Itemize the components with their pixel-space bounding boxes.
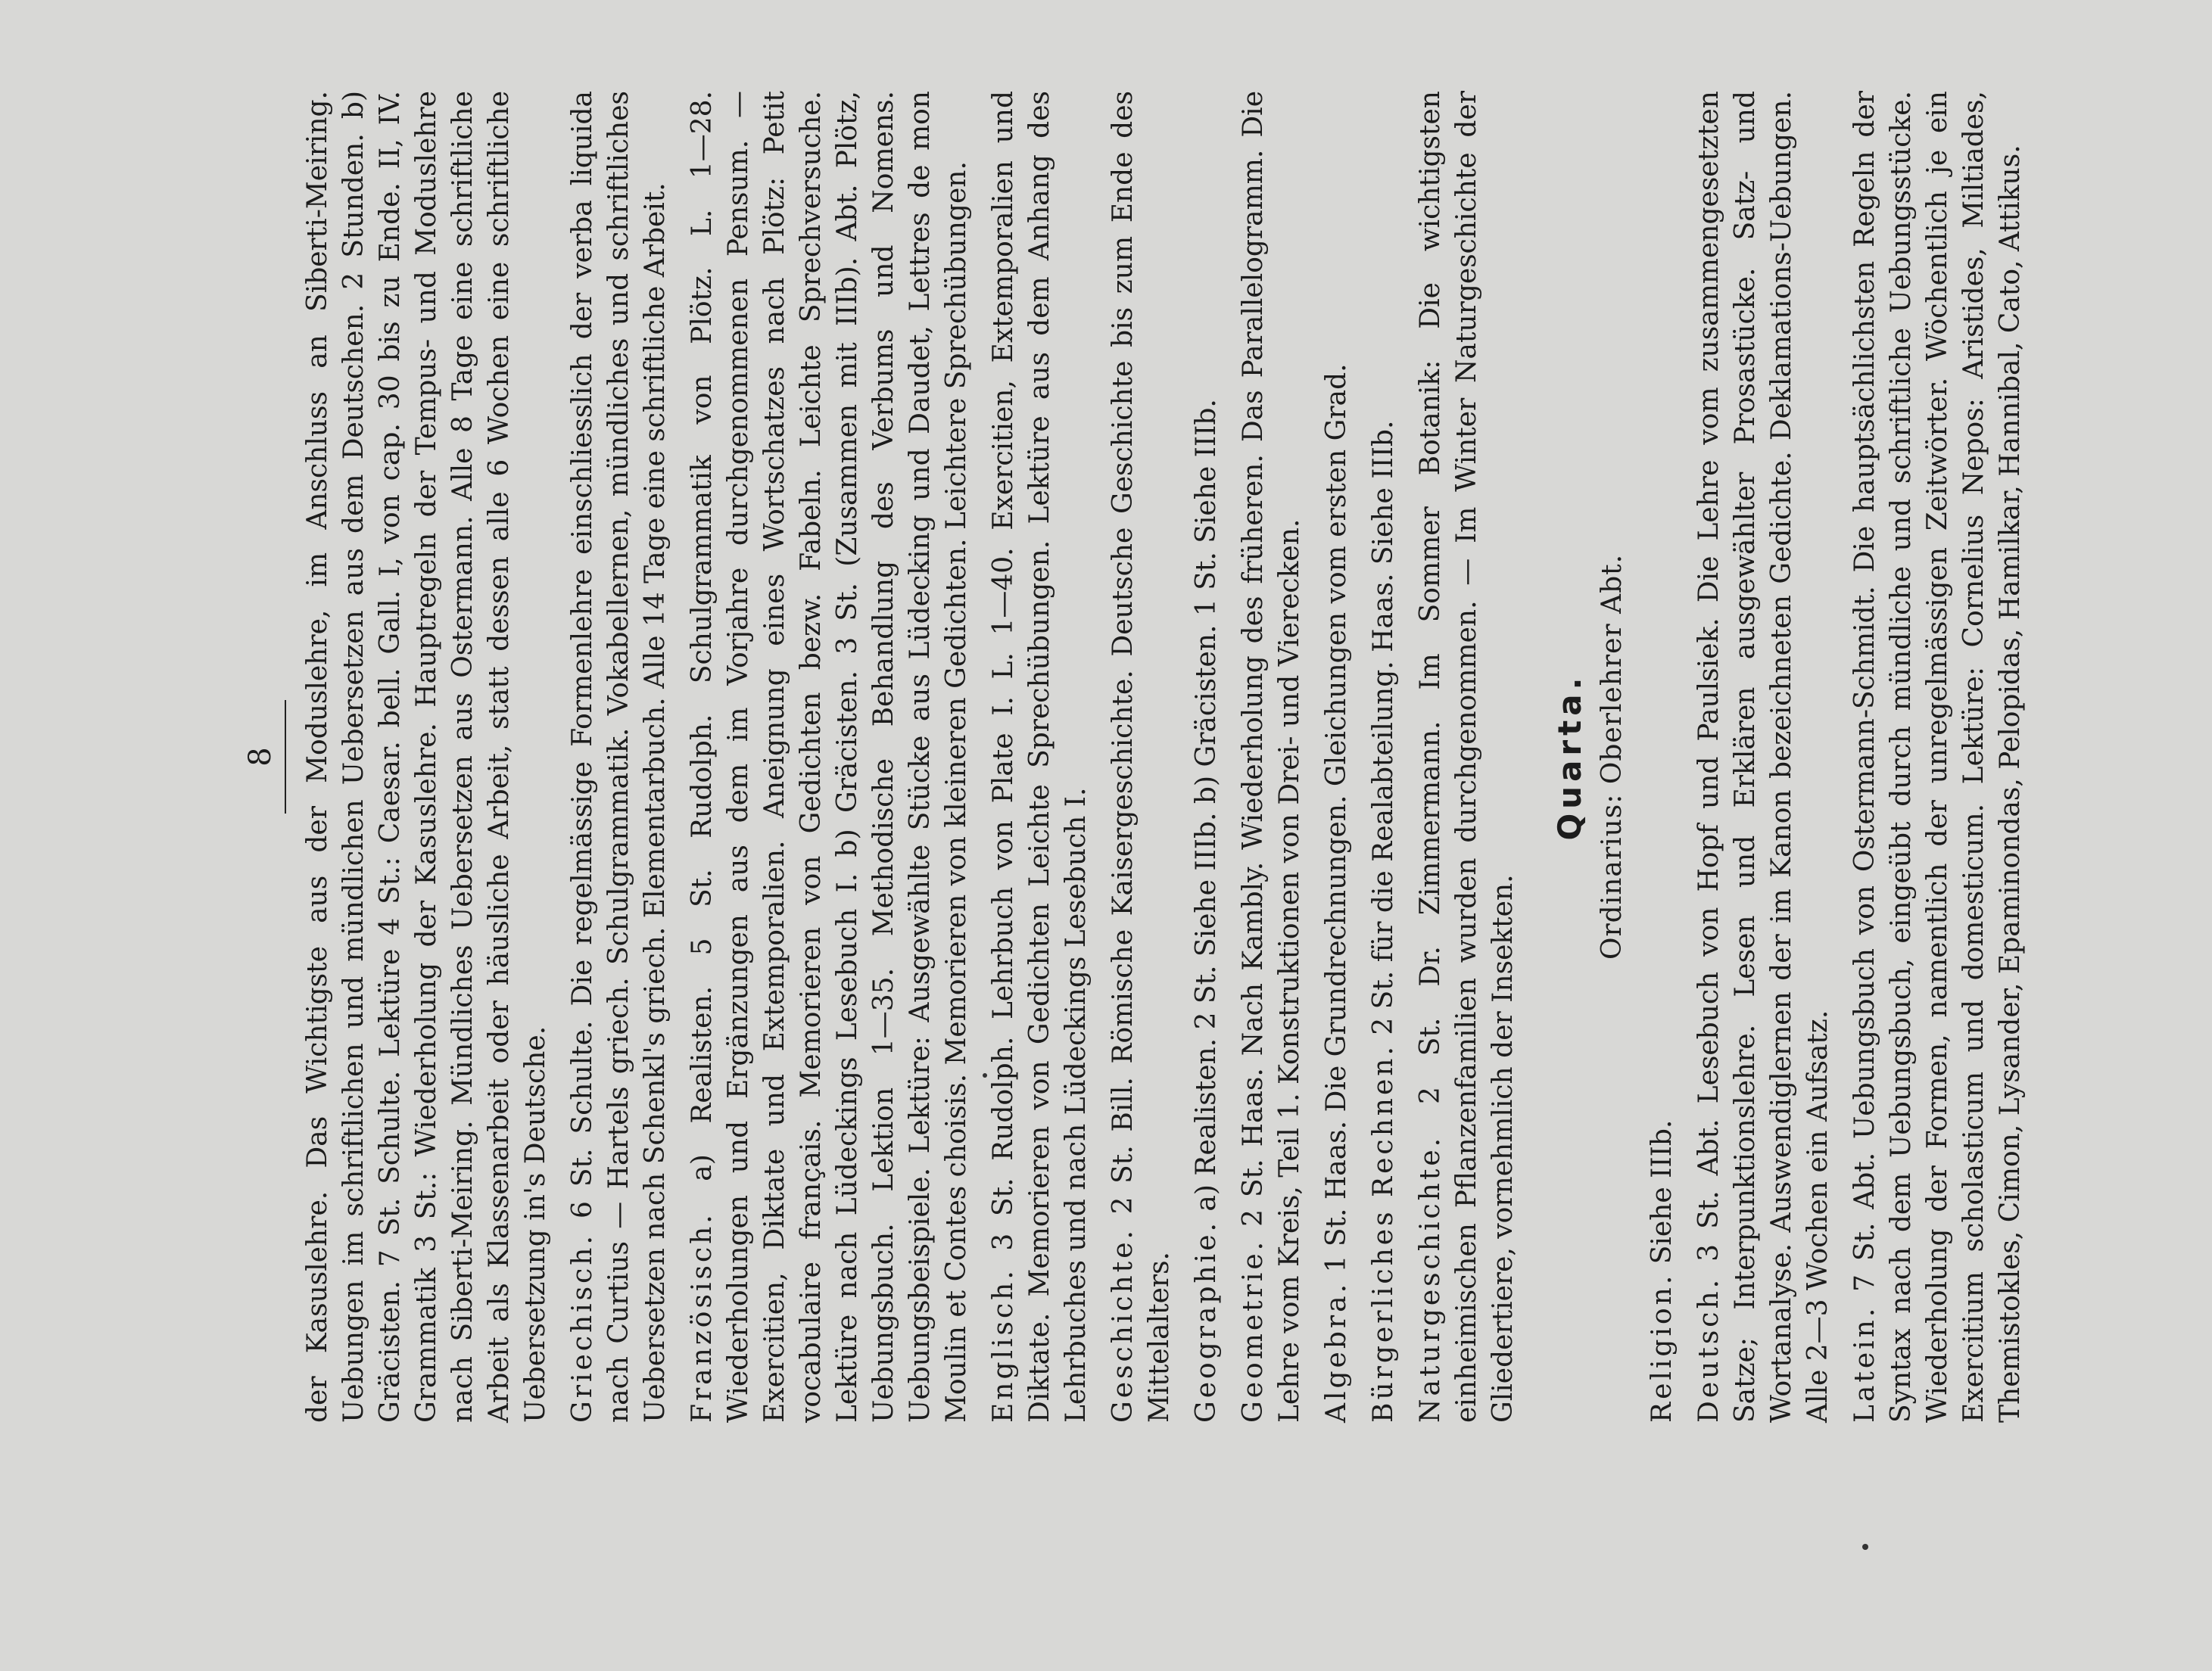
- entry-lead: Algebra.: [1321, 1280, 1352, 1423]
- entry-lead: Religion.: [1647, 1272, 1678, 1423]
- entry-deutsch: [1691, 91, 1837, 1423]
- entry-geographie: [1189, 91, 1225, 1423]
- entry-lead: Geometrie.: [1238, 1238, 1269, 1423]
- entry-religion: [1644, 91, 1681, 1423]
- entry-lead: Geographie.: [1191, 1220, 1222, 1423]
- header-rule: [285, 700, 286, 814]
- entry-text: 2 St. Dr. Zimmermann. Im Sommer Botanik: Die wichtigsten einheimischen Pflanzenfamilien wurden durchgenommen. — Im Winter Naturgeschichte der Gliedertiere, vornehmlich der Insekten.: [1415, 91, 1519, 1423]
- entry-lead: Griechisch.: [567, 1233, 598, 1423]
- entry-geschichte: [1105, 91, 1178, 1423]
- entry-text: 2 St. Haas. Nach Kambly. Wiederholung des früheren. Das Parallelogramm. Die Lehre vom Kreis, Teil 1. Konstruktionen von Drei- und Vierecken.: [1238, 91, 1305, 1423]
- entry-lead: Latein.: [1849, 1305, 1880, 1423]
- entry-text: Siehe IIIb.: [1647, 1119, 1678, 1273]
- entry-lead: Geschichte.: [1108, 1228, 1139, 1423]
- entry-latein: [1847, 91, 2029, 1423]
- document-page: [242, 91, 2026, 1423]
- entry-text: 3 St. Abt. Lesebuch von Hopf und Paulsiek. Die Lehre vom zusammengesetzten Satze; Interpunktionslehre. Lesen und Erklären ausgewählter Prosastücke. Satz- und Wortanalyse. Auswendiglernen der im Kanon bezeichneten Gedichte. Deklamations-Uebungen. Alle 2—3 Wochen ein Aufsatz.: [1693, 91, 1833, 1423]
- entry-griechisch: [565, 91, 674, 1423]
- entry-text: 3 St. Rudolph. Lehrbuch von Plate I. L. 1—40. Exercitien, Extemporalien und Diktate. Memorieren von Gedichten Leichte Sprechübungen. Lektüre aus dem Anhang des Lehrbuches und nach Lüdeckings Lesebuch I.: [988, 91, 1092, 1423]
- scan-speck: [1862, 1544, 1868, 1550]
- entry-naturgeschichte: [1413, 91, 1522, 1423]
- entry-algebra: [1319, 91, 1355, 1423]
- intro-paragraph: der Kasuslehre. Das Wichtigste aus der Moduslehre, im Anschluss an Siberti-Meiring. Uebungen im schriftlichen und mündlichen Uebersetzen aus dem Deutschen. 2 Stunden. b) Gräcisten. 7 St. Schulte. Lektüre 4 St.: Caesar. bell. Gall. I, von cap. 30 bis zu Ende. II, IV. Grammatik 3 St.: Wiederholung der Kasuslehre. Hauptregeln der Tempus- und Moduslehre nach Siberti-Meiring. Mündliches Uebersetzen aus Ostermann. Alle 8 Tage eine schriftliche Arbeit als Klassenarbeit oder häusliche Arbeit, statt dessen alle 6 Wochen eine schriftliche Uebersetzung in's Deutsche.: [302, 91, 551, 1423]
- section-title: Quarta.: [1551, 673, 1588, 841]
- entry-franzoesisch: [684, 91, 975, 1423]
- entry-lead: Bürgerliches Rechnen.: [1368, 1044, 1399, 1423]
- entry-text: 2 St. Bill. Römische Kaisergeschichte. Deutsche Geschichte bis zum Ende des Mittelalters.: [1108, 91, 1175, 1423]
- ordinarius-line: Ordinarius: Oberlehrer Abt.: [1597, 553, 1628, 960]
- entry-lead: Naturgeschichte.: [1415, 1134, 1446, 1423]
- entry-text: a) Realisten. 5 St. Rudolph. Schulgrammatik von Plötz. L. 1—28. Wiederholungen und Ergänzungen aus dem im Vorjahre durchgenommenen Pensum. — Exercitien, Diktate und Extemporalien. Aneignung eines Wortschatzes nach Plötz: Petit vocabulaire français. Memorieren von Gedichten bezw. Fabeln. Leichte Sprechversuche. Lektüre nach Lüdeckings Lesebuch I. b) Gräcisten. 3 St. (Zusammen mit IIIb). Abt. Plötz, Uebungsbuch. Lektion 1—35. Methodische Behandlung des Verbums und Nomens. Uebungsbeispiele. Lektüre: Ausgewählte Stücke aus Lüdecking und Daudet, Lettres de mon Moulin et Contes choisis. Memorieren von kleineren Gedichten. Leichtere Sprechübungen.: [687, 91, 972, 1423]
- entry-geometrie: [1235, 91, 1308, 1423]
- entry-text: 1 St. Haas. Die Grundrechnungen. Gleichungen vom ersten Grad.: [1321, 363, 1352, 1281]
- entry-lead: Deutsch.: [1693, 1276, 1724, 1423]
- entry-text: a) Realisten. 2 St. Siehe IIIb. b) Gräcisten. 1 St. Siehe IIIb.: [1191, 399, 1222, 1221]
- entry-text: 2 St. für die Realabteilung. Haas. Siehe IIIb.: [1368, 420, 1399, 1044]
- entry-lead: Französisch.: [687, 1212, 718, 1423]
- page-number: 8: [243, 747, 278, 767]
- entry-text: 7 St. Abt. Uebungsbuch von Ostermann-Schmidt. Die hauptsächlichsten Regeln der Syntax nach dem Uebungsbuch, eingeübt durch mündliche und schriftliche Uebungsstücke. Wiederholung der Formen, namentlich der unregelmässigen Zeitwörter. Wöchentlich je ein Exercitium scholasticum und domesticum. Lektüre: Cornelius Nepos: Aristides, Miltiades, Themistokles, Cimon, Lysander, Epaminondas, Pelopidas, Hamilkar, Hannibal, Cato, Attikus.: [1849, 91, 2026, 1423]
- entry-lead: Englisch.: [988, 1268, 1019, 1423]
- scan-speck: [983, 1073, 987, 1078]
- entry-buergerliches-rechnen: [1366, 91, 1402, 1423]
- entry-text: 6 St. Schulte. Die regelmässige Formenlehre einschliesslich der verba liquida nach Curtius — Hartels griech. Schulgrammatik. Vokabellernen, mündliches und schriftliches Uebersetzen nach Schenkl's griech. Elementarbuch. Alle 14 Tage eine schriftliche Arbeit.: [567, 91, 671, 1423]
- entry-englisch: [986, 91, 1095, 1423]
